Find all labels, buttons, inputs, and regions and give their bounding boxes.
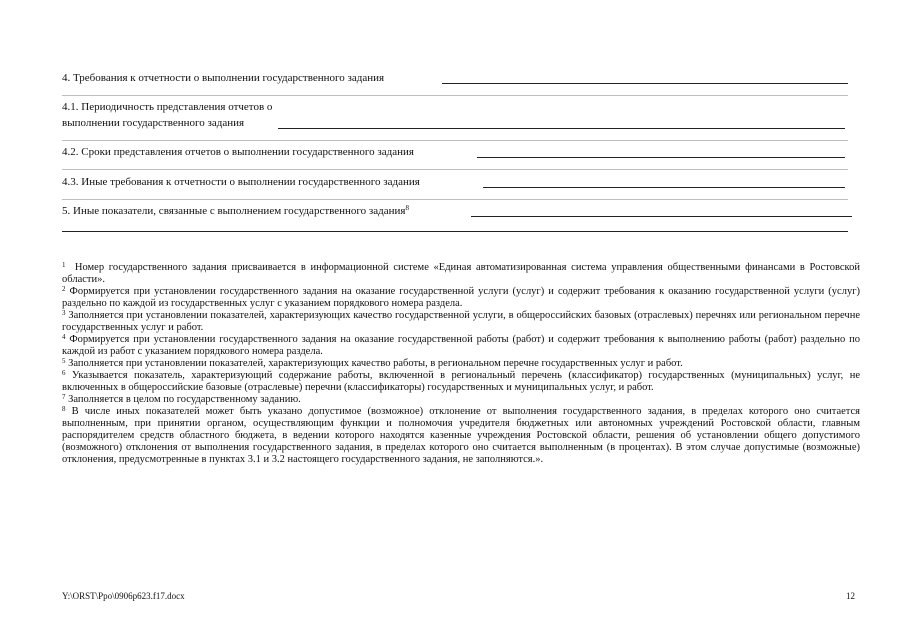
separator-line xyxy=(62,169,848,170)
section-4-1-label-line1: 4.1. Периодичность представления отчетов о xyxy=(62,101,273,113)
footnote-7: $^7$ Заполняется в целом по государственному заданию. xyxy=(62,393,301,405)
separator-line xyxy=(62,140,848,141)
footnote-2: $^2$ Формируется при установлении государственного задания на оказание государственной услуги (услуг) и содержит требования к оказанию государственной услуги (услуг) раздельно по каждой из государственных услуг с указанием порядкового номера раздела. xyxy=(62,285,860,309)
footnote-1: $^1$ Номер государственного задания присваивается в информационной системе «Единая автоматизированная система управления общественными финансами в Ростовской области». xyxy=(62,261,860,285)
footnote-4: $^4$ Формируется при установлении государственного задания на оказание государственной работы (работ) и содержит требования к выполнению работы (работ) раздельно по каждой из работ с указанием порядкового номера раздела. xyxy=(62,333,860,357)
footnote-6: $^6$ Указывается показатель, характеризующий содержание работы, включенной в региональный перечень (классификатор) государственных (муниципальных) услуг, не включенных в общероссийские базовые (отраслевые) перечни (классификаторы) государственных и муниципальных услуг, и работ. xyxy=(62,369,860,393)
footer-file-path: Y:\ORST\Ppo\0906p623.f17.docx xyxy=(62,591,185,601)
section-4-3-label: 4.3. Иные требования к отчетности о выполнении государственного задания xyxy=(62,176,420,188)
separator-line xyxy=(62,95,848,96)
separator-line xyxy=(62,199,848,200)
section-4-1-label-line2: выполнении государственного задания xyxy=(62,117,245,129)
page-number: 12 xyxy=(846,591,855,601)
section-5-label: 5. Иные показатели, связанные с выполнением государственного задания$^8$ xyxy=(62,204,409,217)
footnote-ref-8: 8 xyxy=(405,204,409,212)
section-5-fill-line-2 xyxy=(62,231,848,232)
section-4-1-fill-line xyxy=(278,128,845,129)
section-5-fill-line xyxy=(471,216,852,217)
section-4-2-fill-line xyxy=(477,157,845,158)
footnotes xyxy=(62,262,860,466)
section-4-fill-line xyxy=(442,83,848,84)
section-4-3-fill-line xyxy=(483,187,845,188)
footnote-3: $^3$ Заполняется при установлении показателей, характеризующих качество государственной услуги, в общероссийских базовых (отраслевых) перечнях или региональном перечне государственных услуг и работ. xyxy=(62,309,860,333)
section-4-2-label: 4.2. Сроки представления отчетов о выполнении государственного задания xyxy=(62,146,414,158)
footnote-5: $^5$ Заполняется при установлении показателей, характеризующих качество работы, в региональном перечне государственных услуг и работ. xyxy=(62,357,683,369)
footnote-8: $^8$ В числе иных показателей может быть указано допустимое (возможное) отклонение от выполнения государственного задания, в пределах которого оно считается выполненным, при принятии органом, осуществляющим функции и полномочия учредителя бюджетных или автономных учреждений Ростовской области, главным распорядителем средств областного бюджета, в ведении которого находятся казенные учреждения Ростовской области, решения об установлении общего допустимого (возможного) отклонения от выполнения государственного задания, в пределах которого оно считается выполненным (в процентах). В этом случае допустимые (возможные) отклонения, предусмотренные в пунктах 3.1 и 3.2 настоящего государственного задания, не заполняются.». xyxy=(62,405,861,465)
section-4-label: 4. Требования к отчетности о выполнении государственного задания xyxy=(62,72,385,84)
